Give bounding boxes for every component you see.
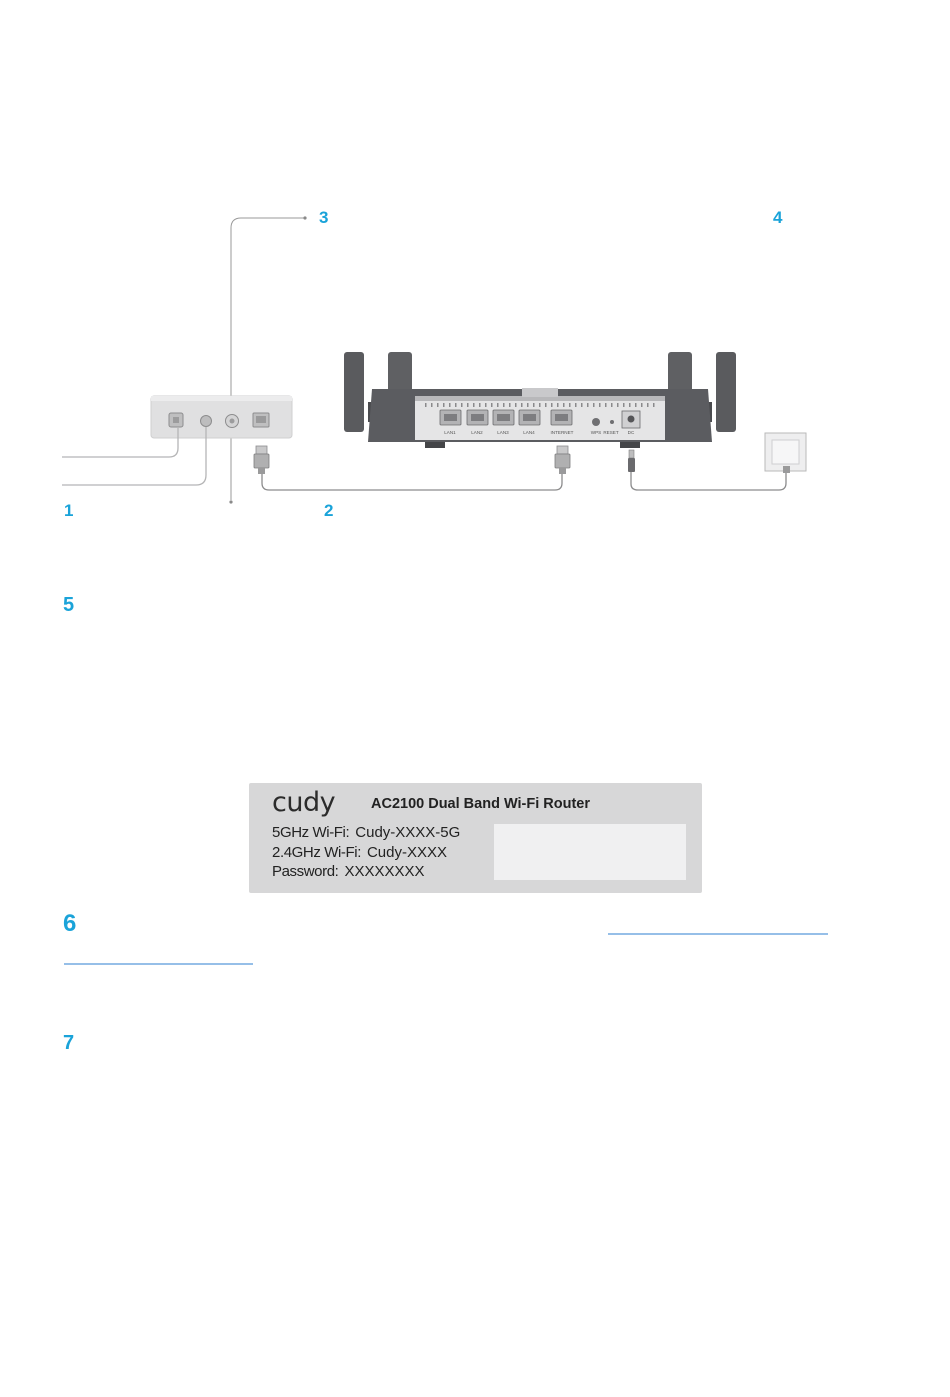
password-row [272, 863, 424, 880]
power-outlet-icon [765, 433, 806, 473]
port-label: RESET [603, 430, 619, 435]
port-label: LAN3 [497, 430, 509, 435]
ethernet-plug-icon [254, 446, 269, 474]
port-label: LAN2 [471, 430, 483, 435]
ethernet-plug-icon [555, 446, 570, 474]
modem-icon [151, 396, 292, 438]
leader-dot [229, 500, 232, 503]
wps-button [592, 418, 600, 426]
row-key: 2.4GHz Wi-Fi: [272, 844, 361, 861]
qr-code-area [494, 824, 686, 880]
port-label: DC [627, 430, 635, 435]
port-label: INTERNET [550, 430, 574, 435]
port-label: LAN4 [523, 430, 535, 435]
power-cable [631, 470, 786, 490]
step-number-6: 6 [63, 910, 77, 937]
power-plug-icon [628, 450, 635, 472]
wifi-5g-row [272, 824, 460, 841]
wifi-24g-row [272, 844, 447, 861]
step-number-3: 3 [319, 208, 329, 227]
step-number-1: 1 [64, 501, 74, 520]
leader-dot [303, 216, 306, 219]
model-name: AC2100 Dual Band Wi-Fi Router [371, 796, 591, 812]
brand-logo: cudy [272, 787, 336, 818]
row-value: Cudy-XXXX-5G [355, 824, 461, 841]
step-number-5: 5 [63, 594, 75, 616]
step-number-2: 2 [324, 501, 334, 520]
port-label: LAN1 [444, 430, 456, 435]
step-number-4: 4 [773, 208, 783, 227]
row-key: Password: [272, 863, 339, 880]
step-number-7: 7 [63, 1032, 75, 1054]
reset-button [610, 420, 614, 424]
row-value: Cudy-XXXX [366, 844, 448, 861]
row-value: XXXXXXXX [344, 863, 425, 880]
ethernet-cable [262, 474, 562, 490]
port-label: WPS [590, 430, 602, 435]
router-label-card [249, 783, 702, 893]
router-icon [344, 352, 736, 448]
row-key: 5GHz Wi-Fi: [272, 824, 350, 841]
